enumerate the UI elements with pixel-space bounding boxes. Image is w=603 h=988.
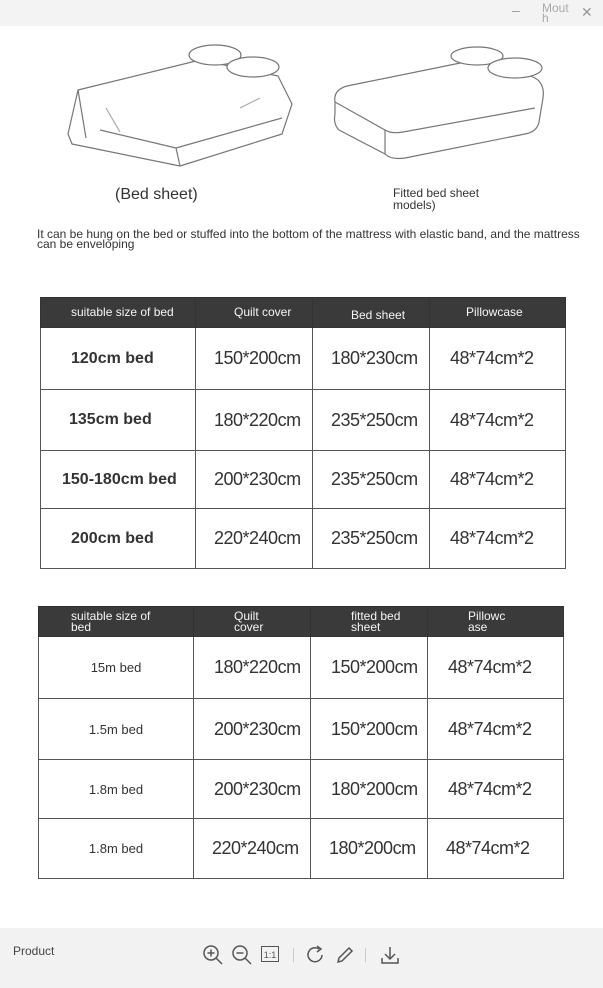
bed-size-cell: 1.8m bed <box>39 819 194 879</box>
table-row <box>39 699 564 760</box>
fitted-sheet-cell: 150*200cm <box>311 637 428 699</box>
bed-sheet-cell: 235*250cm <box>313 451 430 509</box>
zoom-in-icon[interactable] <box>202 944 224 966</box>
table-row <box>39 760 564 819</box>
bed-sheet-illustration <box>60 38 300 173</box>
bed-size-cell: 135cm bed <box>41 390 196 451</box>
pillowcase-cell: 48*74cm*2 <box>430 509 566 569</box>
product-label: Product <box>13 944 55 958</box>
description-text: It can be hung on the bed or stuffed into the bottom of the mattress with elastic band, and the mattress can be enveloping <box>37 227 580 251</box>
quilt-cover-cell: 200*230cm <box>196 451 313 509</box>
window-title: Mouth <box>542 1 569 25</box>
minimize-icon[interactable]: – <box>512 2 520 18</box>
header-cell: Quilt cover <box>196 298 313 328</box>
size-table-1 <box>40 297 566 569</box>
toolbar-divider <box>365 948 366 962</box>
quilt-cover-cell: 200*230cm <box>194 699 311 760</box>
fitted-sheet-cell: 150*200cm <box>311 699 428 760</box>
size-table-2 <box>38 606 564 879</box>
pillowcase-cell: 48*74cm*2 <box>428 699 564 760</box>
pillowcase-cell: 48*74cm*2 <box>430 451 566 509</box>
table-row <box>39 819 564 879</box>
header-cell: Quilt cover <box>194 607 311 637</box>
bed-sheet-cell: 235*250cm <box>313 509 430 569</box>
pillowcase-cell: 48*74cm*2 <box>428 819 564 879</box>
quilt-cover-cell: 200*230cm <box>194 760 311 819</box>
bed-size-cell: 200cm bed <box>41 509 196 569</box>
bed-sheet-cell: 235*250cm <box>313 390 430 451</box>
table-row <box>41 509 566 569</box>
table-row <box>41 451 566 509</box>
table-header-row <box>39 607 564 637</box>
bed-sheet-cell: 180*230cm <box>313 328 430 390</box>
pillowcase-cell: 48*74cm*2 <box>430 390 566 451</box>
fitted-sheet-caption: Fitted bed sheet models) <box>393 186 480 212</box>
window-titlebar <box>0 0 603 26</box>
pillowcase-cell: 48*74cm*2 <box>428 637 564 699</box>
download-icon[interactable] <box>379 944 401 966</box>
quilt-cover-cell: 220*240cm <box>196 509 313 569</box>
close-icon[interactable]: ✕ <box>581 4 593 20</box>
header-cell: Pillowcase <box>430 298 566 328</box>
quilt-cover-cell: 180*220cm <box>196 390 313 451</box>
header-cell: suitable size of bed <box>39 607 194 637</box>
quilt-cover-cell: 220*240cm <box>194 819 311 879</box>
fitted-sheet-cell: 180*200cm <box>311 760 428 819</box>
quilt-cover-cell: 150*200cm <box>196 328 313 390</box>
header-cell: Bed sheet <box>313 298 430 328</box>
table-row <box>39 637 564 699</box>
header-cell: fitted bed sheet <box>311 607 428 637</box>
fitted-sheet-cell: 180*200cm <box>311 819 428 879</box>
bed-size-cell: 15m bed <box>39 637 194 699</box>
pillowcase-cell: 48*74cm*2 <box>430 328 566 390</box>
bed-sheet-caption: (Bed sheet) <box>115 186 198 203</box>
zoom-out-icon[interactable] <box>231 944 253 966</box>
fitted-sheet-illustration <box>325 38 555 163</box>
pillowcase-cell: 48*74cm*2 <box>428 760 564 819</box>
header-cell: Pillowcase <box>428 607 564 637</box>
header-cell: suitable size of bed <box>41 298 196 328</box>
rotate-icon[interactable] <box>305 944 327 966</box>
actual-size-icon[interactable]: 1:1 <box>261 946 279 962</box>
pencil-icon[interactable] <box>334 944 356 966</box>
bed-size-cell: 1.5m bed <box>39 699 194 760</box>
toolbar-divider <box>293 948 294 962</box>
bed-size-cell: 120cm bed <box>41 328 196 390</box>
bed-size-cell: 150-180cm bed <box>41 451 196 509</box>
quilt-cover-cell: 180*220cm <box>194 637 311 699</box>
table-header-row <box>41 298 566 328</box>
table-row <box>41 328 566 390</box>
viewer-toolbar <box>0 928 603 988</box>
table-row <box>41 390 566 451</box>
bed-size-cell: 1.8m bed <box>39 760 194 819</box>
